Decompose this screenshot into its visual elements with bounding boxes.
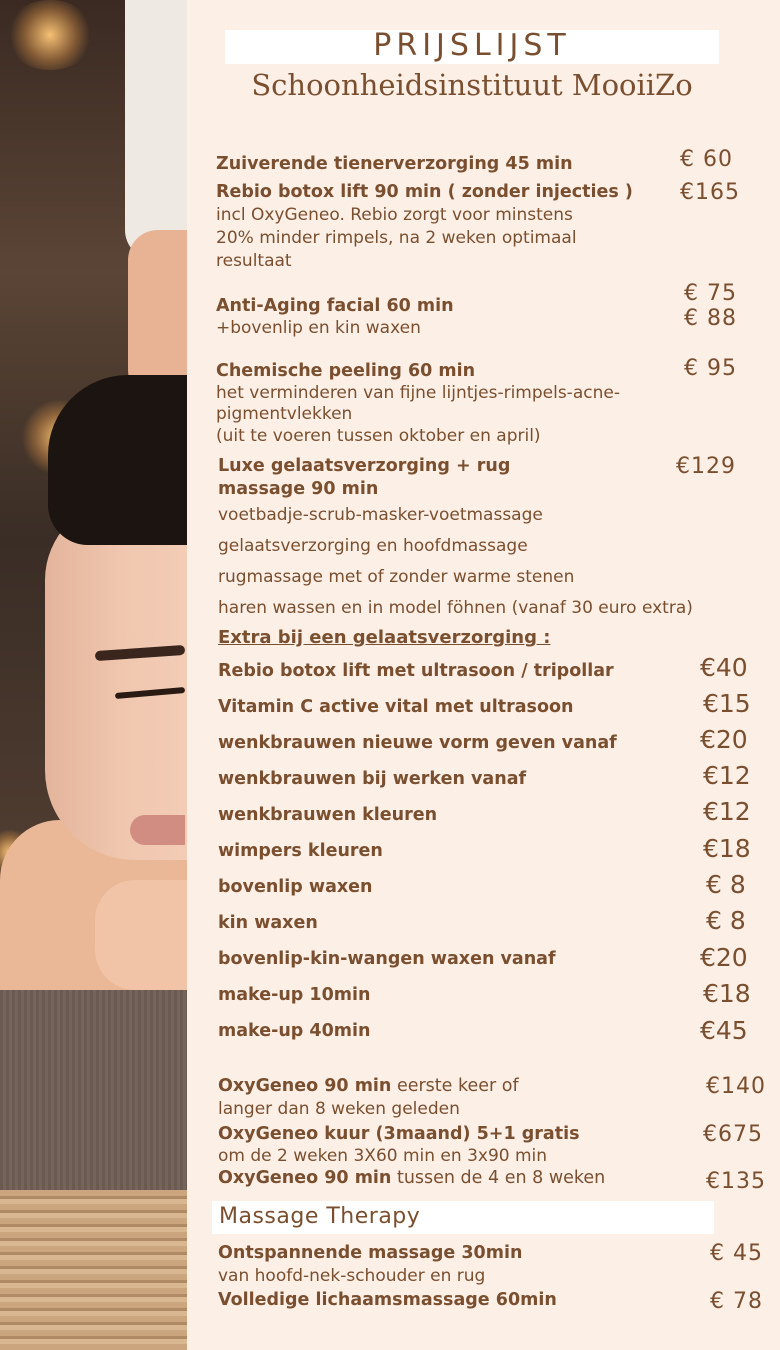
oxygeneo-name: OxyGeneo 90 min [218,1168,392,1188]
extra-name: wenkbrauwen bij werken vanaf [218,769,527,789]
extra-name: wenkbrauwen nieuwe vorm geven vanaf [218,733,617,753]
extra-name: Rebio botox lift met ultrasoon / tripollar [218,661,614,681]
item-price: €129 [676,454,736,479]
extra-name: kin waxen [218,913,318,933]
item-desc: resultaat [216,251,292,271]
oxygeneo-item [218,1076,519,1096]
salon-name: Schoonheidsinstituut MooiiZo [251,68,693,102]
massage-desc: van hoofd-nek-schouder en rug [218,1266,486,1286]
extra-price: € 8 [706,870,746,899]
item-extra: +bovenlip en kin waxen [216,318,421,338]
oxygeneo-desc: om de 2 weken 3X60 min en 3x90 min [218,1146,548,1166]
massage-name: Ontspannende massage 30min [218,1243,523,1263]
item-name: massage 90 min [218,479,379,499]
item-desc: (uit te voeren tussen oktober en april) [216,426,541,446]
oxygeneo-detail: eerste keer of [391,1076,519,1096]
extra-price: €12 [703,761,751,790]
extras-heading: Extra bij een gelaatsverzorging : [218,627,551,648]
extra-price: €45 [700,1016,748,1045]
massage-name: Volledige lichaamsmassage 60min [218,1290,557,1310]
massage-price: € 45 [710,1241,763,1266]
extra-name: Vitamin C active vital met ultrasoon [218,697,574,717]
therapist-shirt [125,0,187,260]
massage-price: € 78 [710,1289,763,1314]
towel [0,990,187,1190]
item-desc: voetbadje-scrub-masker-voetmassage [218,505,543,525]
item-price: € 60 [680,147,733,172]
extra-name: bovenlip-kin-wangen waxen vanaf [218,949,556,969]
extra-price: €20 [700,943,748,972]
item-desc: 20% minder rimpels, na 2 weken optimaal [216,228,577,248]
bamboo-mat [0,1190,187,1350]
candle-glow [5,0,95,70]
oxygeneo-price: €675 [703,1122,763,1147]
item-desc: haren wassen en in model föhnen (vanaf 30 euro extra) [218,598,693,618]
item-desc: incl OxyGeneo. Rebio zorgt voor minstens [216,205,573,225]
extra-name: make-up 40min [218,1021,371,1041]
extra-price: €18 [703,979,751,1008]
item-name: Chemische peeling 60 min [216,361,476,381]
oxygeneo-desc: langer dan 8 weken geleden [218,1099,460,1119]
page-title: PRIJSLIJST [373,28,571,63]
extra-price: €20 [700,725,748,754]
massage-heading: Massage Therapy [219,1204,421,1229]
oxygeneo-name: OxyGeneo kuur (3maand) 5+1 gratis [218,1124,580,1144]
hair [48,375,187,545]
face [45,500,187,860]
item-name: Zuiverende tienerverzorging 45 min [216,154,573,174]
oxygeneo-name: OxyGeneo 90 min [218,1076,392,1096]
oxygeneo-item [218,1168,605,1188]
oxygeneo-price: €135 [706,1169,766,1194]
item-desc: het verminderen van fijne lijntjes-rimpels-acne- [216,383,620,403]
item-extra-price: € 88 [684,306,737,331]
spa-photo [0,0,187,1350]
item-desc: gelaatsverzorging en hoofdmassage [218,536,528,556]
extra-price: €15 [703,689,751,718]
item-desc: rugmassage met of zonder warme stenen [218,567,575,587]
extra-price: €40 [700,653,748,682]
extra-price: € 8 [706,906,746,935]
oxygeneo-detail: tussen de 4 en 8 weken [391,1168,606,1188]
extra-name: bovenlip waxen [218,877,373,897]
hand [95,880,187,990]
oxygeneo-price: €140 [706,1074,766,1099]
extra-price: €12 [703,797,751,826]
item-name: Rebio botox lift 90 min ( zonder injecties ) [216,182,633,202]
item-name: Anti-Aging facial 60 min [216,296,454,316]
extra-name: make-up 10min [218,985,371,1005]
lips [130,815,185,845]
item-desc: pigmentvlekken [216,404,353,424]
extra-name: wimpers kleuren [218,841,383,861]
item-price: € 95 [684,356,737,381]
item-name: Luxe gelaatsverzorging + rug [218,456,511,476]
extra-price: €18 [703,834,751,863]
extra-name: wenkbrauwen kleuren [218,805,438,825]
item-price: € 75 [684,281,737,306]
item-price: €165 [680,180,740,205]
